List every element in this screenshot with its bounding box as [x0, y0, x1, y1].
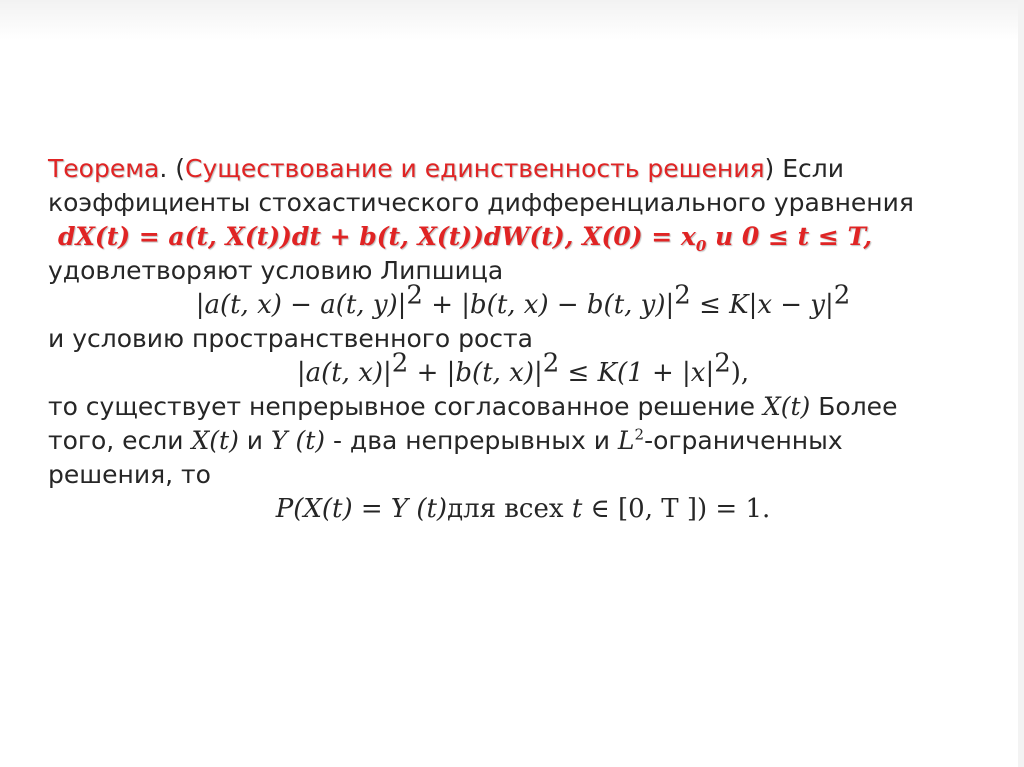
text-line-uniqueness	[48, 424, 998, 458]
uniq-c: - два непрерывных и	[325, 426, 618, 455]
sde-equation-subscript: 0	[695, 237, 707, 255]
sde-equation-line	[48, 220, 998, 254]
growth-sup2: 2	[542, 348, 560, 379]
theorem-title: Существование и единственность решения	[185, 154, 765, 183]
text-line-existence	[48, 390, 998, 424]
growth-formula	[48, 348, 998, 390]
theorem-heading-line	[48, 152, 998, 186]
slide-top-shade	[0, 0, 1024, 40]
uniq-math-y: Y (t)	[271, 426, 326, 455]
uniq-d: -ограниченных	[644, 426, 843, 455]
sde-equation-main: dX(t) = a(t, X(t))dt + b(t, X(t))dW(t), X(0) = x	[58, 222, 696, 251]
uniq-a: того, если	[48, 426, 192, 455]
uniq-math-x: X(t)	[191, 426, 239, 455]
growth-mid: + |b(t, x)|	[408, 358, 543, 388]
text-line-lipschitz: удовлетворяют условию Липшица	[48, 256, 504, 285]
uniq-b: и	[238, 426, 271, 455]
text-line-growth: и условию пространственного роста	[48, 324, 533, 353]
theorem-heading-tail: ) Если	[764, 154, 844, 183]
growth-left: |a(t, x)|	[296, 358, 392, 388]
growth-sup1: 2	[391, 348, 409, 379]
lipschitz-right: ≤ K|x − y|	[690, 290, 834, 320]
theorem-label: Теорема	[48, 154, 160, 183]
lipschitz-sup1: 2	[406, 280, 423, 311]
sde-equation	[48, 222, 873, 255]
existence-text: то существует непрерывное согласованное решение	[48, 392, 763, 421]
theorem-separator: . (	[159, 154, 186, 183]
final-c: t	[571, 494, 583, 524]
uniq-sup: 2	[634, 425, 645, 444]
lipschitz-sup2: 2	[674, 280, 691, 311]
lipschitz-mid: + |b(t, x) − b(t, y)|	[422, 290, 675, 320]
uniq-math-l: L	[617, 426, 635, 455]
final-d: ∈ [0, T ]) = 1.	[582, 494, 771, 524]
growth-sup3: 2	[714, 348, 731, 379]
existence-math: X(t)	[762, 392, 811, 421]
slide-right-border	[1018, 0, 1024, 767]
final-a: P(X(t) = Y (t)	[275, 494, 448, 524]
lipschitz-sup3: 2	[833, 280, 851, 311]
final-formula	[48, 492, 998, 526]
sde-equation-tail: и 0 ≤ t ≤ T,	[706, 222, 873, 251]
text-line-solutions: решения, то	[48, 460, 211, 489]
text-line-coefficients: коэффициенты стохастического дифференциального уравнения	[48, 188, 914, 217]
final-b: для всех	[447, 494, 572, 524]
existence-tail: Более	[810, 392, 898, 421]
lipschitz-left: |a(t, x) − a(t, y)|	[195, 290, 407, 320]
lipschitz-formula	[48, 280, 998, 322]
growth-end: ),	[730, 358, 750, 388]
theorem-body	[48, 152, 998, 526]
growth-right: ≤ K(1 + |x|	[559, 358, 715, 388]
